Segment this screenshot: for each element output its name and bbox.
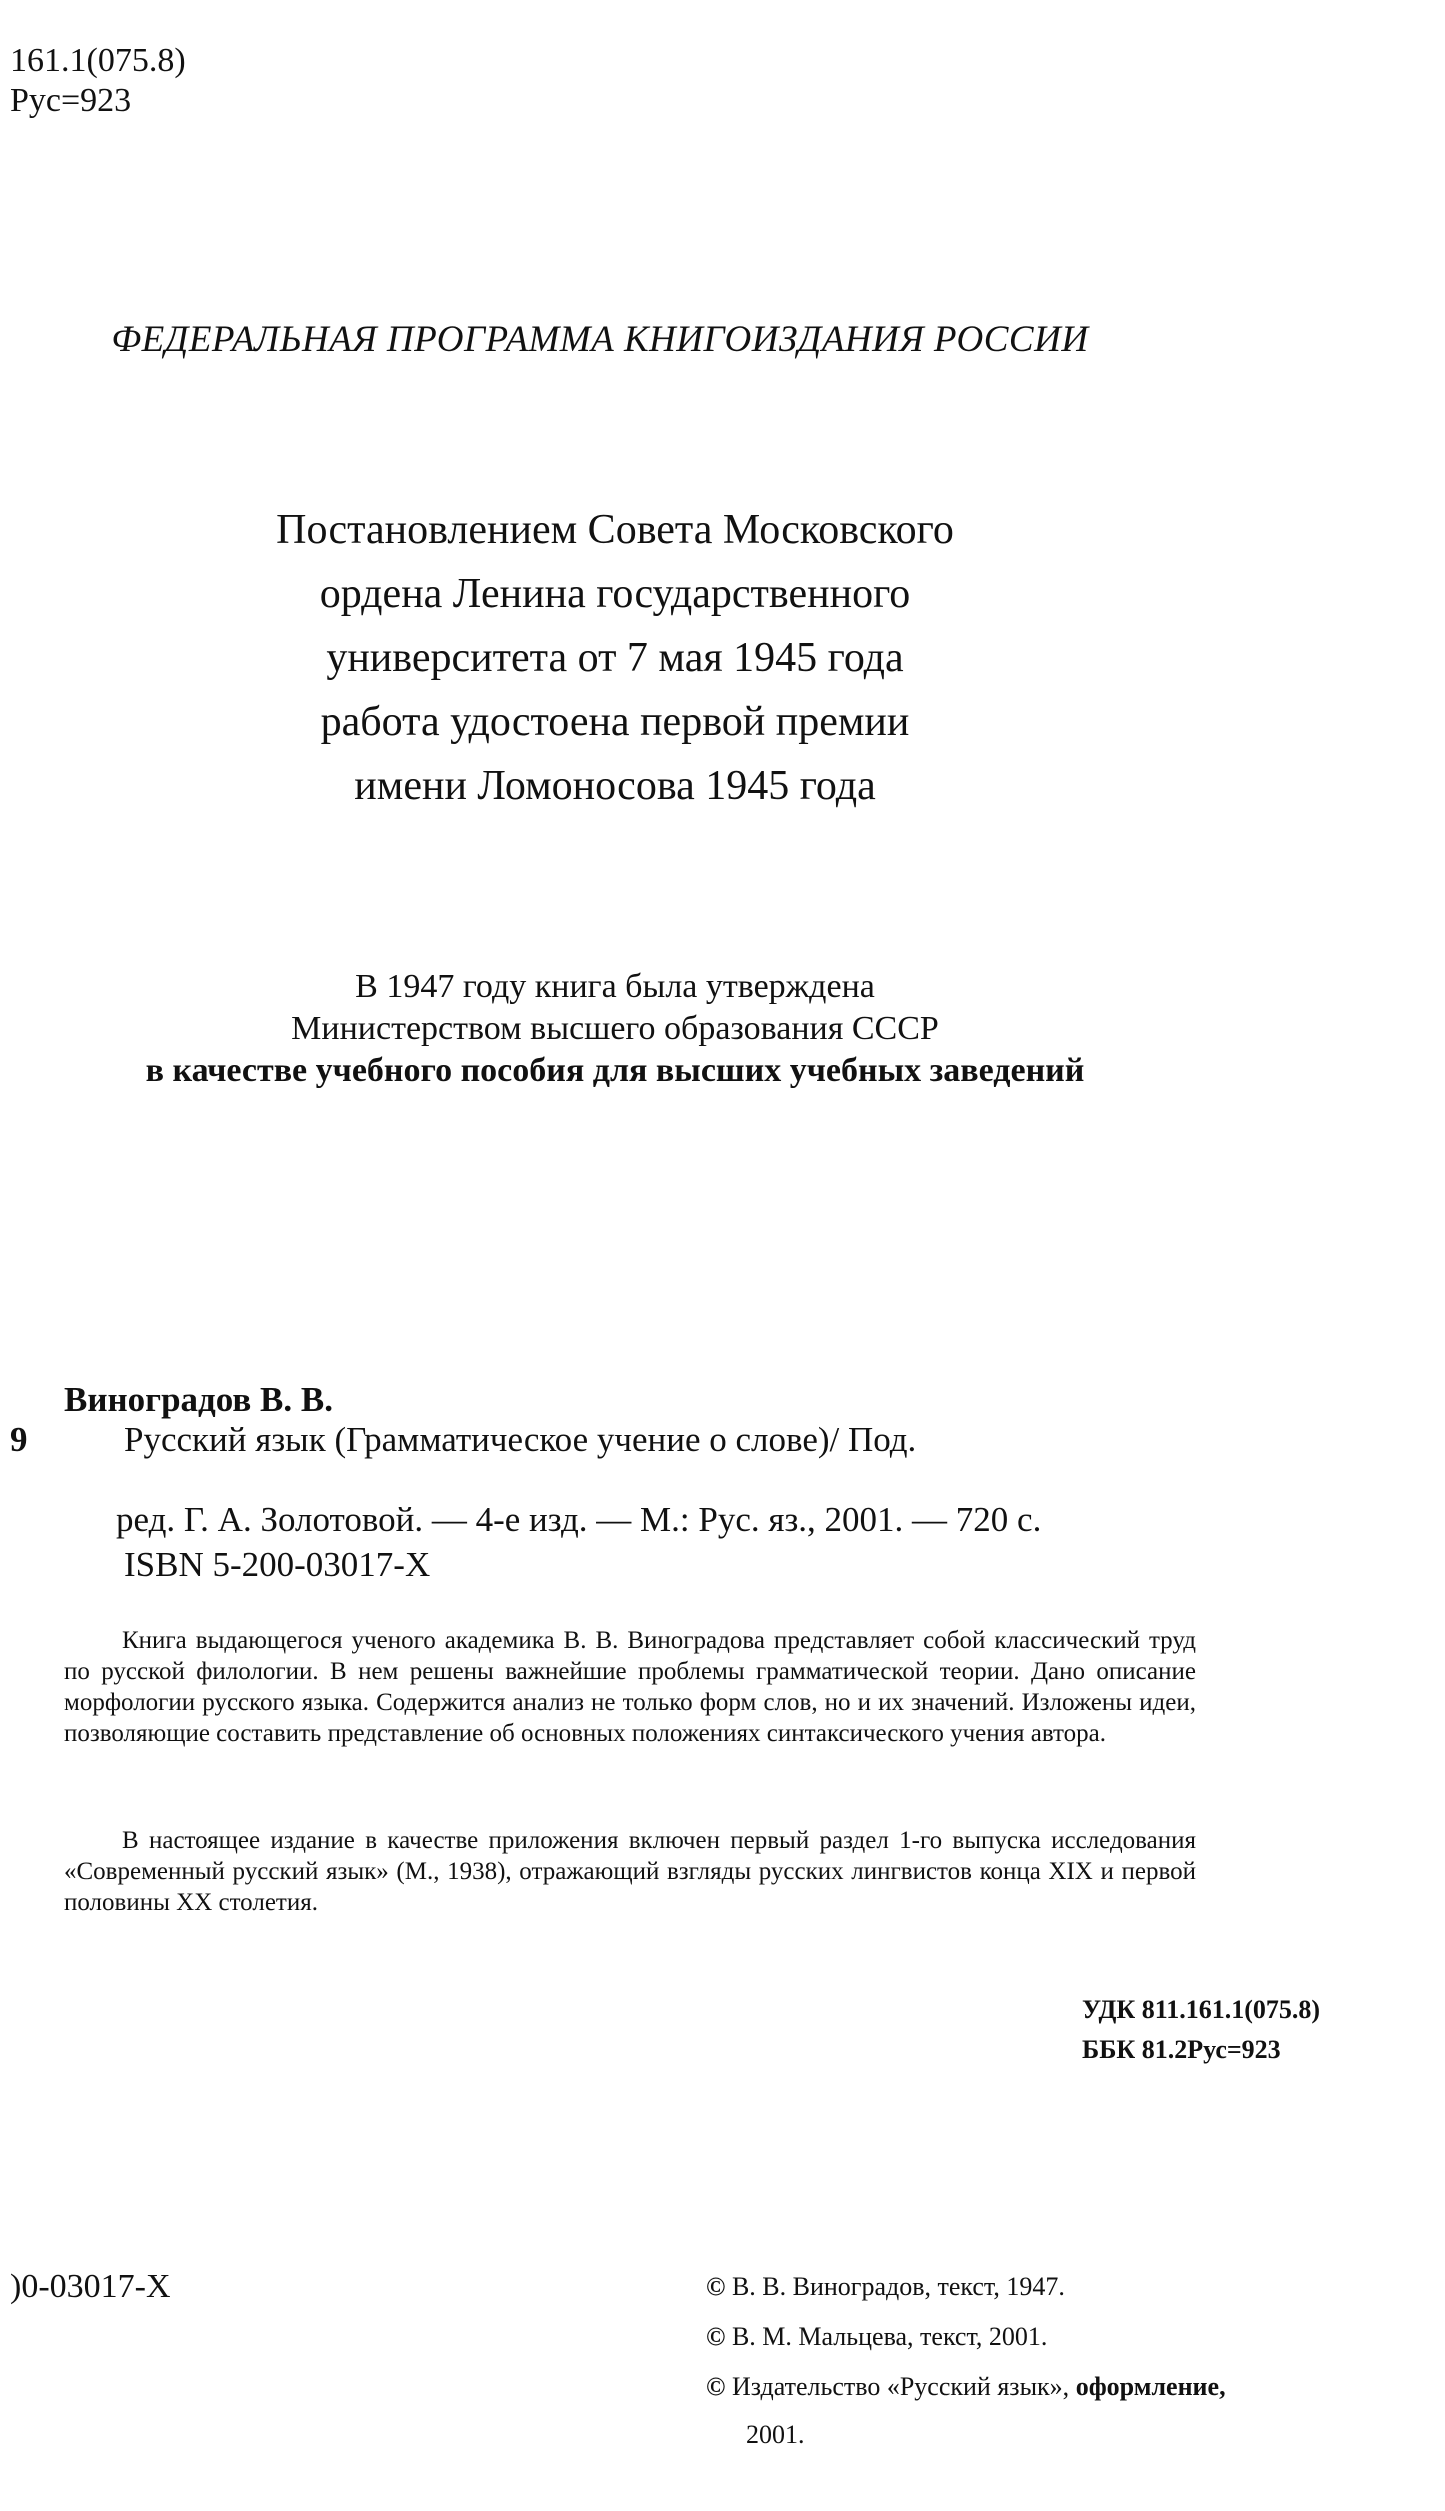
award-line: Постановлением Совета Московского	[276, 507, 954, 553]
copyright-text: Издательство «Русский язык»,	[731, 2372, 1076, 2401]
copyright-line	[706, 2322, 1047, 2352]
approval-line: Министерством высшего образования СССР	[291, 1010, 939, 1047]
copyright-text: В. В. Виноградов, текст, 1947.	[731, 2272, 1065, 2301]
program-title: ФЕДЕРАЛЬНАЯ ПРОГРАММА КНИГОИЗДАНИЯ РОССИИ	[111, 319, 1089, 360]
award-statement	[0, 498, 1230, 818]
award-line: имени Ломоносова 1945 года	[354, 763, 876, 809]
bib-author: Виноградов В. В.	[64, 1380, 333, 1419]
classification-line-2: Рус=923	[10, 82, 132, 119]
bib-index-letter: 9	[10, 1420, 28, 1459]
udk-code: УДК 811.161.1(075.8)	[1082, 1995, 1321, 2024]
classification-codes	[1082, 1990, 1320, 2070]
bib-title-line: Русский язык (Грамматическое учение о слове)/ Под.	[124, 1420, 917, 1459]
bib-edition-line: ред. Г. А. Золотовой. — 4-е изд. — М.: Рус. яз., 2001. — 720 с.	[116, 1500, 1042, 1539]
copyright-line	[706, 2272, 1065, 2302]
copyright-year: 2001.	[746, 2420, 805, 2449]
classification-line-1: 161.1(075.8)	[10, 42, 186, 79]
copyright-icon: ©	[706, 2372, 726, 2401]
award-line: работа удостоена первой премии	[320, 699, 910, 745]
isbn-fragment: )0-03017-X	[10, 2268, 171, 2305]
abstract-paragraph: В настоящее издание в качестве приложения включен первый раздел 1-го выпуска исследования «Современный русский язык» (М., 1938), отражающий взгляды русских лингвистов конца XIX и первой половины XX столетия.	[64, 1827, 1196, 1916]
bbk-code: ББК 81.2Рус=923	[1082, 2035, 1281, 2064]
award-line: университета от 7 мая 1945 года	[326, 635, 904, 681]
approval-statement	[0, 966, 1230, 1092]
bib-isbn: ISBN 5-200-03017-X	[124, 1545, 431, 1584]
copyright-icon: ©	[706, 2322, 726, 2351]
copyright-line	[706, 2372, 1226, 2402]
approval-line: В 1947 году книга была утверждена	[355, 968, 875, 1005]
copyright-text: В. М. Мальцева, текст, 2001.	[731, 2322, 1048, 2351]
approval-line: в качестве учебного пособия для высших учебных заведений	[145, 1052, 1085, 1089]
copyright-icon: ©	[706, 2272, 726, 2301]
copyright-design-word: оформление,	[1075, 2372, 1226, 2401]
award-line: ордена Ленина государственного	[319, 571, 911, 617]
abstract-paragraph: Книга выдающегося ученого академика В. В. Виноградова представляет собой классический труд по русской филологии. В нем решены важнейшие проблемы грамматической теории. Дано описание морфологии русского языка. Содержится анализ не только форм слов, но и их значений. Изложены идеи, позволяющие составить представление об основных положениях синтаксического учения автора.	[64, 1627, 1196, 1747]
